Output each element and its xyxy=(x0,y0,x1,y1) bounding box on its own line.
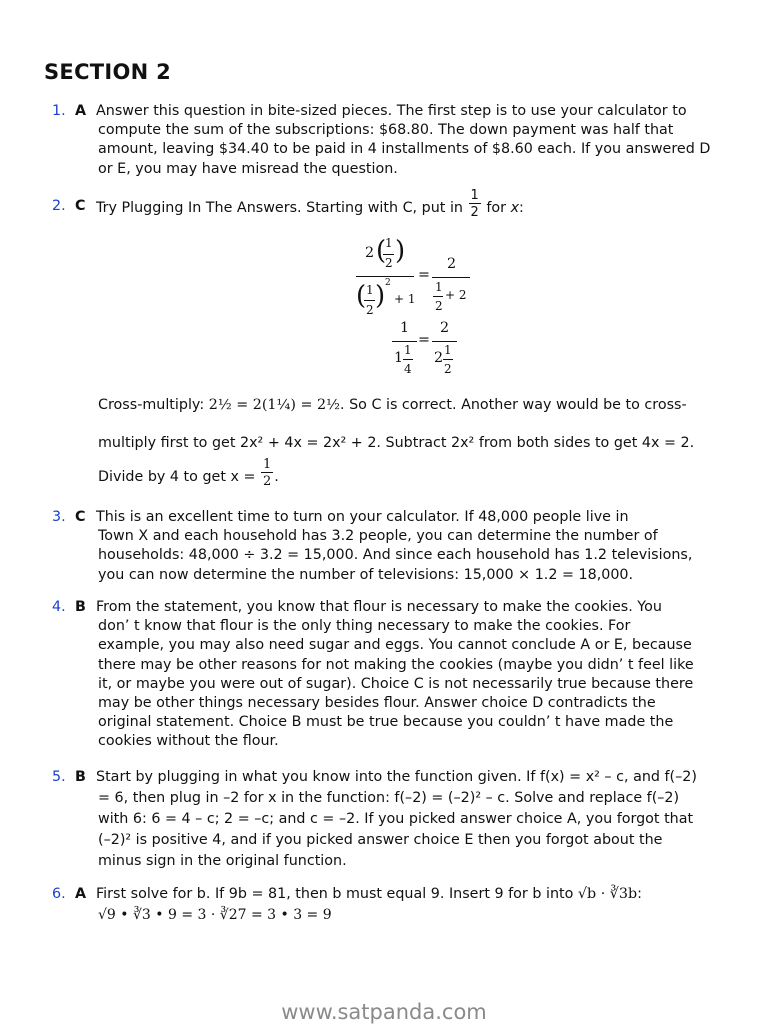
answer-letter: C xyxy=(75,198,86,214)
fraction-one-half: $\frac{1}{2}$ xyxy=(263,457,272,489)
explanation-line: From the statement, you know that flour is necessary to make the cookies. You xyxy=(96,599,662,615)
fraction-one-half: $\frac{1}{2}$ xyxy=(470,188,479,220)
answer-letter: B xyxy=(75,769,86,785)
explanation-line: Start by plugging in what you know into the function given. If f(x) = x² – c, and f(–2) xyxy=(96,769,697,785)
explanation-line: Answer this question in bite-sized pieces. The first step is to use your calculator to xyxy=(96,103,687,119)
section-title: SECTION 2 xyxy=(44,60,172,84)
answer-letter: B xyxy=(75,599,86,615)
explanation-line: may be other things necessary besides flour. Answer choice D contradicts the xyxy=(98,695,656,711)
answer-letter: A xyxy=(75,103,87,119)
question-number: 4. xyxy=(52,599,66,615)
explanation-line: don’ t know that flour is the only thing necessary to make the cookies. For xyxy=(98,618,631,635)
explanation-line: original statement. Choice B must be true because you couldn’ t have made the xyxy=(98,714,674,731)
explanation-line: it, or maybe you were out of sugar). Choice C is not necessarily true because there xyxy=(98,675,694,692)
explanation-line: or E, you may have misread the question. xyxy=(98,160,398,177)
cross-multiply-line: Cross-multiply: 2½ = 2(1¼) = 2½. So C is correct. Another way would be to cross- xyxy=(98,397,687,413)
explanation-line: amount, leaving $34.40 to be paid in 4 installments of $8.60 each. If you answered D xyxy=(98,141,711,158)
explanation-line: = 6, then plug in –2 for x in the function: f(–2) = (–2)² – c. Solve and replace f(–2) xyxy=(98,790,680,806)
radical-expression: √b · ∛3b xyxy=(577,886,638,902)
answer-letter: C xyxy=(75,509,86,525)
explanation-line: you can now determine the number of televisions: 15,000 × 1.2 = 18,000. xyxy=(98,566,634,583)
footer-url: www.satpanda.com xyxy=(281,1000,487,1024)
question-number: 5. xyxy=(52,769,66,785)
question-number: 1. xyxy=(52,103,66,119)
explanation-line: households: 48,000 ÷ 3.2 = 15,000. And since each household has 1.2 televisions, xyxy=(98,547,693,564)
explanation-line: cookies without the flour. xyxy=(98,733,279,750)
explanation-line: compute the sum of the subscriptions: $68.80. The down payment was half that xyxy=(98,122,674,139)
question-number: 2. xyxy=(52,198,66,214)
explanation-line: Try Plugging In The Answers. Starting with C, put in xyxy=(96,200,463,216)
equation-block: 2 ( 1 2 ) ( 1 2 ) 2 + 1 = 2 1 2 + 2 1 1 1 4 = 2 2 1 2 xyxy=(0,0,768,1024)
explanation-line: (–2)² is positive 4, and if you picked answer choice E then you forgot about the xyxy=(98,832,663,848)
explanation-line: example, you may also need sugar and eggs. You cannot conclude A or E, because xyxy=(98,637,692,654)
question-number: 3. xyxy=(52,509,66,525)
explanation-line: Town X and each household has 3.2 people, you can determine the number of xyxy=(98,528,658,545)
question-number: 6. xyxy=(52,886,66,902)
divide-line: Divide by 4 to get x = $\frac{1}{2}$ . xyxy=(98,457,279,489)
explanation-line: minus sign in the original function. xyxy=(98,853,347,869)
radical-evaluation: √9 • ∛3 • 9 = 3 · ∛27 = 3 • 3 = 9 xyxy=(98,907,332,923)
cross-multiply-math: 2½ = 2(1¼) = 2½ xyxy=(208,397,340,413)
explanation-line: there may be other reasons for not making the cookies (maybe you didn’ t feel like xyxy=(98,656,694,673)
explanation-line: First solve for b. If 9b = 81, then b must equal 9. Insert 9 for b into xyxy=(96,886,574,902)
explanation-line: multiply first to get 2x² + 4x = 2x² + 2. Subtract 2x² from both sides to get 4x = 2. xyxy=(98,435,695,451)
explanation-line: with 6: 6 = 4 – c; 2 = –c; and c = –2. If you picked answer choice A, you forgot that xyxy=(98,811,694,827)
answer-letter: A xyxy=(75,886,87,902)
explanation-line: This is an excellent time to turn on your calculator. If 48,000 people live in xyxy=(96,509,629,525)
